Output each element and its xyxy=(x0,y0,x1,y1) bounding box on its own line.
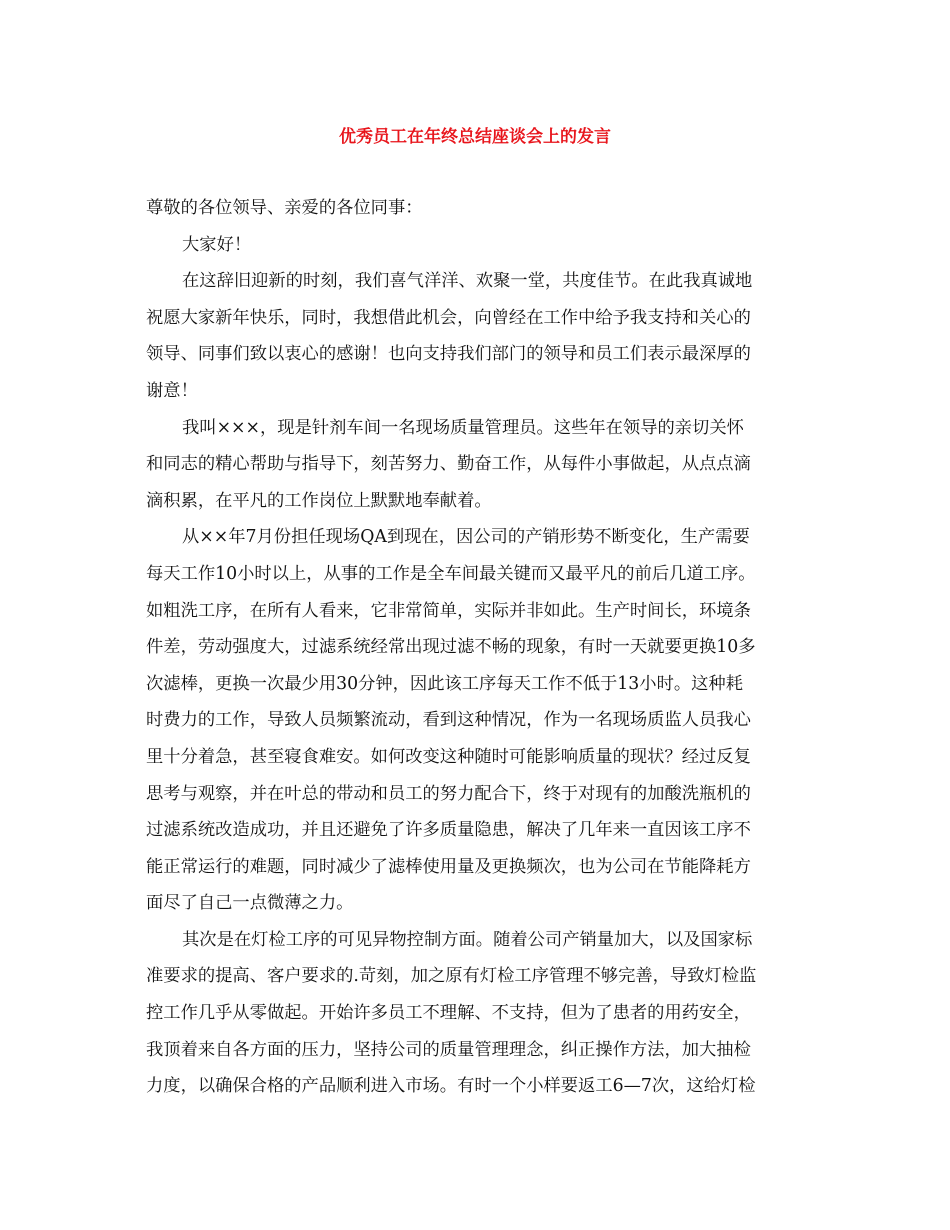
paragraph-line: 过滤系统改造成功，并且还避免了许多质量隐患，解决了几年来一直因该工序不 xyxy=(146,820,751,841)
greeting-line: 大家好！ xyxy=(182,234,252,255)
paragraph-line: 从××年7月份担任现场QA到现在，因公司的产销形势不断变化，生产需要 xyxy=(182,527,750,548)
paragraph-line: 滴积累，在平凡的工作岗位上默默地奉献着。 xyxy=(146,490,492,511)
paragraph-line: 件差，劳动强度大，过滤系统经常出现过滤不畅的现象，有时一天就要更换10多 xyxy=(146,637,756,658)
paragraph-line: 里十分着急，甚至寝食难安。如何改变这种随时可能影响质量的现状？经过反复 xyxy=(146,746,751,767)
paragraph-line: 思考与观察，并在叶总的带动和员工的努力配合下，终于对现有的加酸洗瓶机的 xyxy=(146,783,751,804)
paragraph-line: 时费力的工作，导致人员频繁流动，看到这种情况，作为一名现场质监人员我心 xyxy=(146,710,751,731)
paragraph-line: 祝愿大家新年快乐，同时，我想借此机会，向曾经在工作中给予我支持和关心的 xyxy=(146,307,751,328)
paragraph-line: 谢意！ xyxy=(146,380,198,401)
paragraph-line: 和同志的精心帮助与指导下，刻苦努力、勤奋工作，从每件小事做起，从点点滴 xyxy=(146,454,751,475)
document-title: 优秀员工在年终总结座谈会上的发言 xyxy=(339,127,611,147)
paragraph-line: 在这辞旧迎新的时刻，我们喜气洋洋、欢聚一堂，共度佳节。在此我真诚地 xyxy=(182,271,753,292)
paragraph-line: 每天工作10小时以上，从事的工作是全车间最关键而又最平凡的前后几道工序。 xyxy=(146,563,756,584)
paragraph-line: 力度，以确保合格的产品顺利进入市场。有时一个小样要返工6—7次，这给灯检 xyxy=(146,1076,756,1097)
paragraph-line: 我顶着来自各方面的压力，坚持公司的质量管理理念，纠正操作方法，加大抽检 xyxy=(146,1039,751,1060)
paragraph-line: 如粗洗工序，在所有人看来，它非常简单，实际并非如此。生产时间长，环境条 xyxy=(146,600,751,621)
salutation-line: 尊敬的各位领导、亲爱的各位同事： xyxy=(146,198,423,218)
paragraph-line: 我叫×××，现是针剂车间一名现场质量管理员。这些年在领导的亲切关怀 xyxy=(182,417,744,438)
paragraph-line: 控工作几乎从零做起。开始许多员工不理解、不支持，但为了患者的用药安全， xyxy=(146,1003,751,1024)
paragraph-line: 能正常运行的难题，同时减少了滤棒使用量及更换频次，也为公司在节能降耗方 xyxy=(146,856,751,877)
paragraph-line: 准要求的提高、客户要求的.苛刻，加之原有灯检工序管理不够完善，导致灯检监 xyxy=(146,966,757,987)
paragraph-line: 次滤棒，更换一次最少用30分钟，因此该工序每天工作不低于13小时。这种耗 xyxy=(146,673,743,694)
paragraph-line: 领导、同事们致以衷心的感谢！也向支持我们部门的领导和员工们表示最深厚的 xyxy=(146,344,751,365)
document-body xyxy=(146,190,806,1105)
paragraph-line: 面尽了自己一点微薄之力。 xyxy=(146,893,354,914)
paragraph-line: 其次是在灯检工序的可见异物控制方面。随着公司产销量加大，以及国家标 xyxy=(182,929,753,950)
